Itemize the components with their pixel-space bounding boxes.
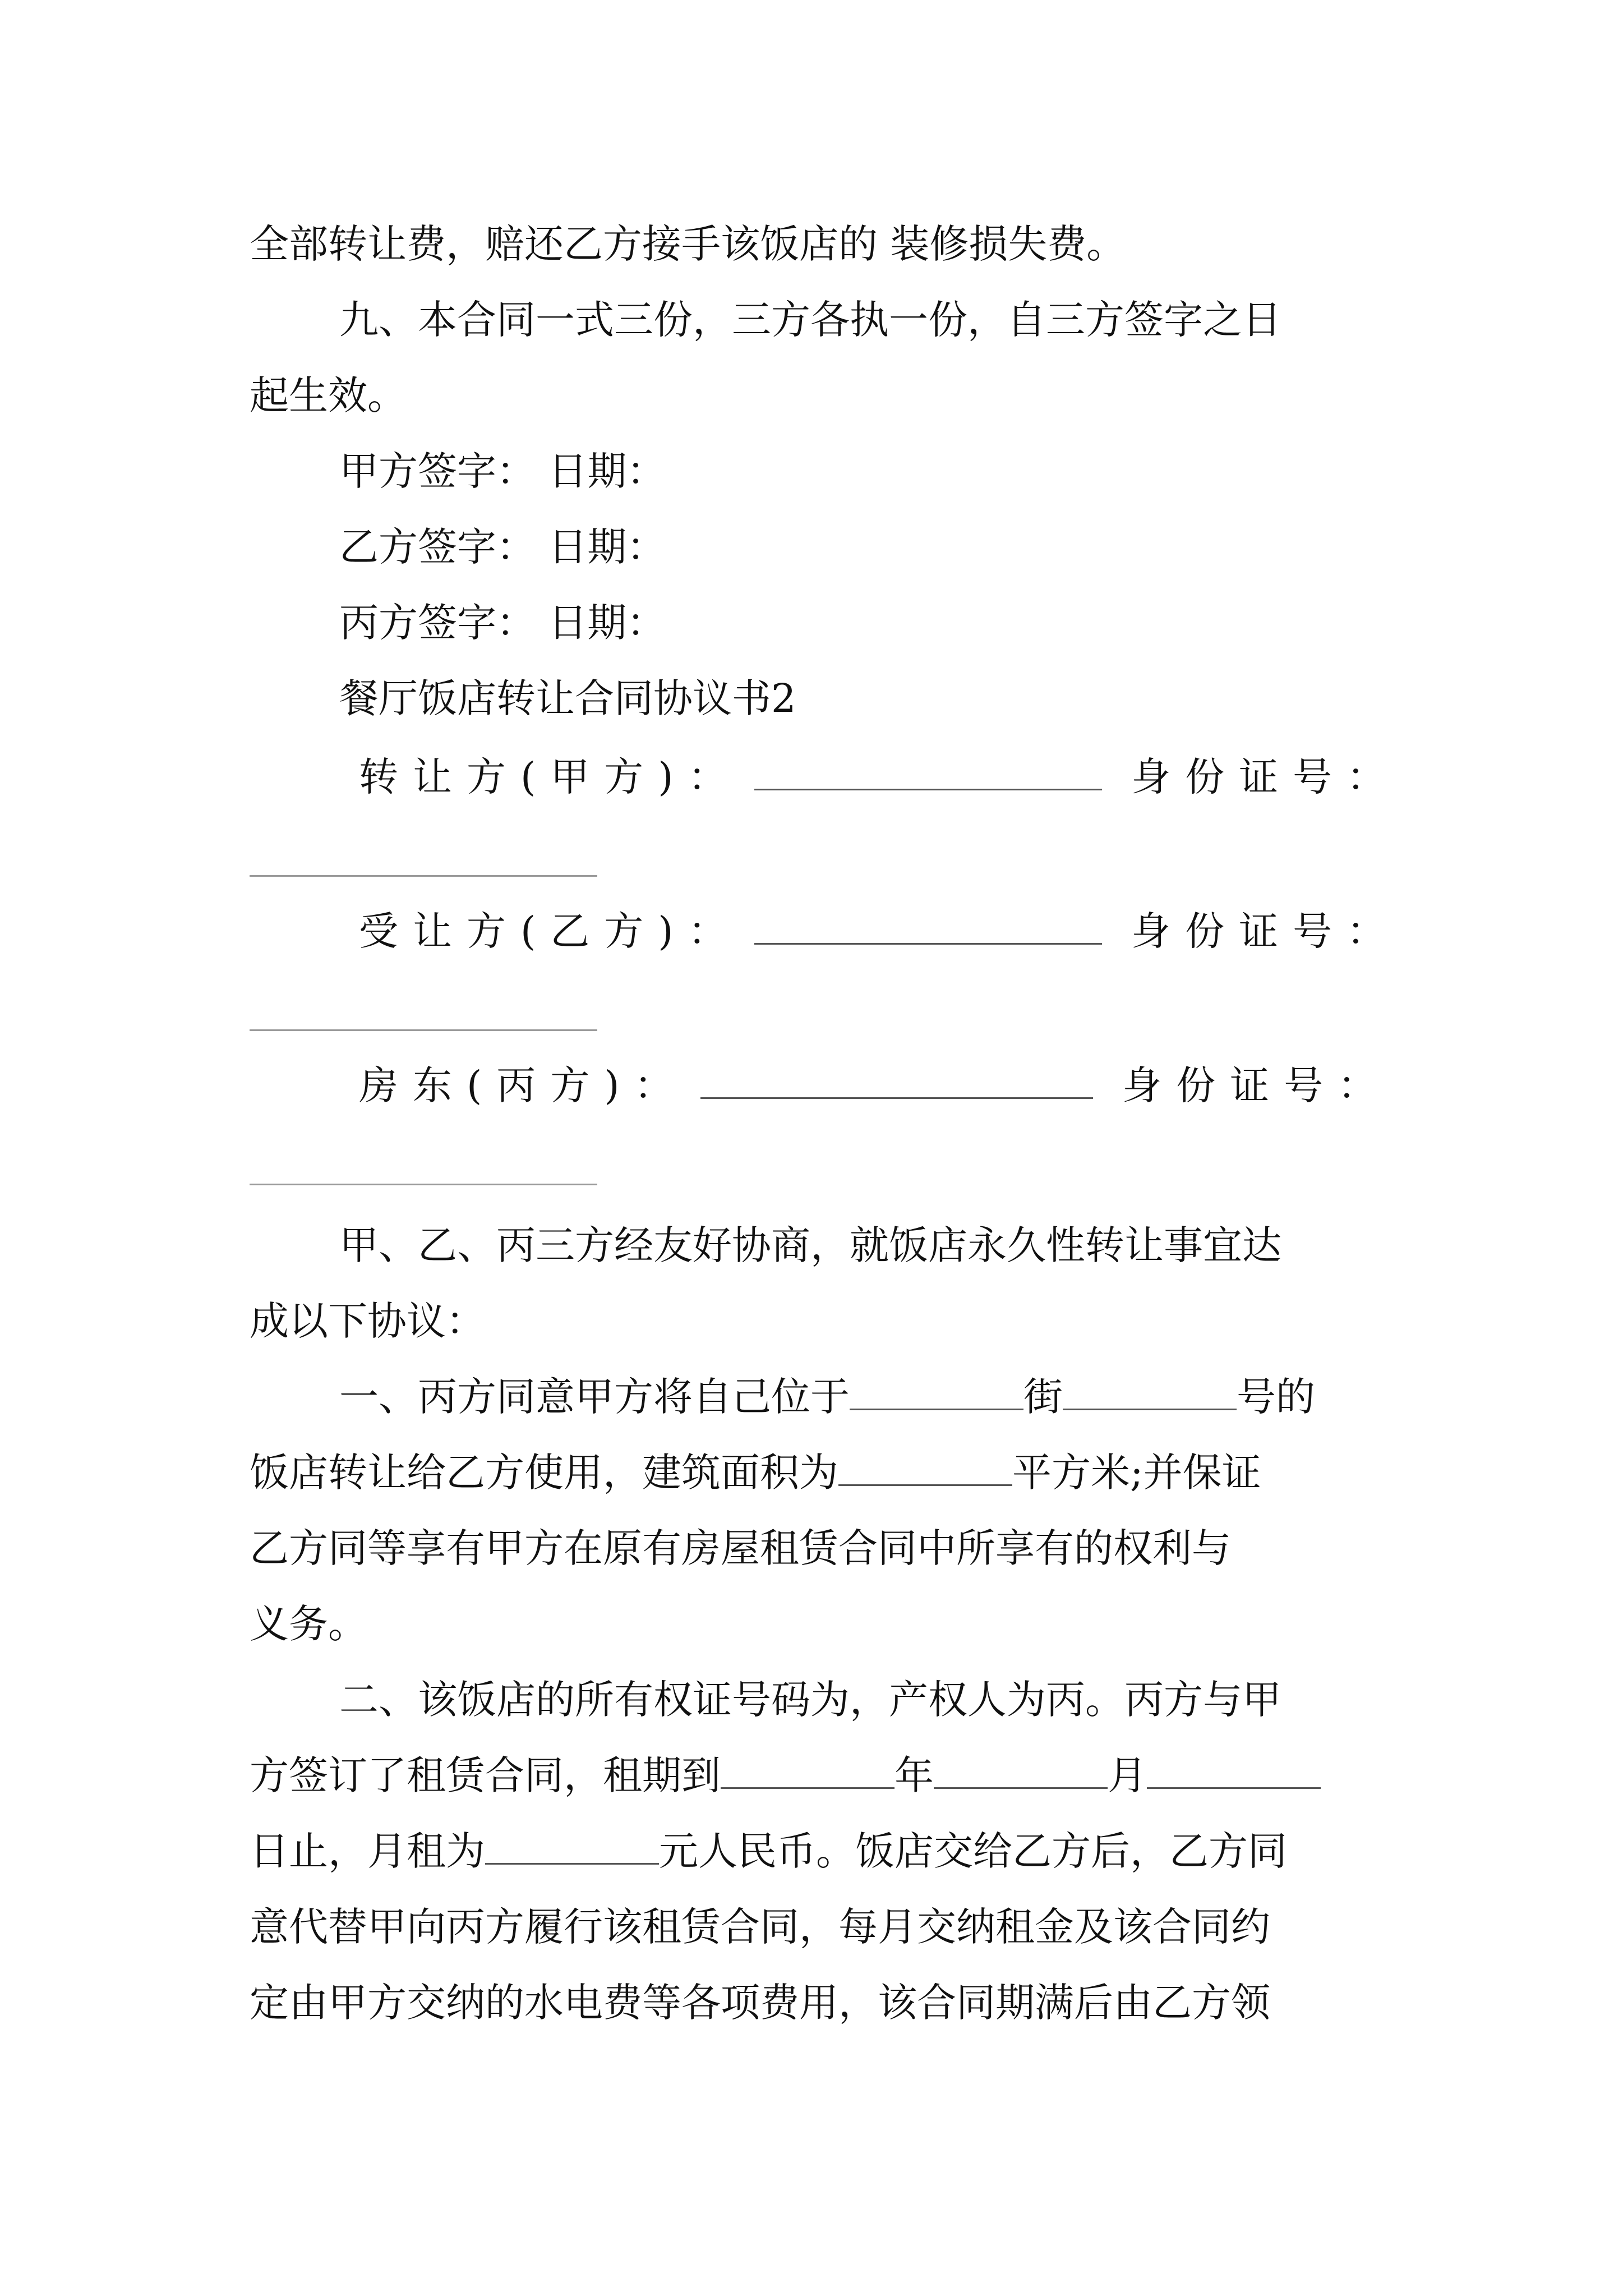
party-b-line xyxy=(359,909,1400,954)
text-fragment: 方签订了租赁合同，租期到 xyxy=(250,1752,721,1798)
rent-blank xyxy=(485,1829,659,1865)
text-fragment: 饭店转让给乙方使用，建筑面积为 xyxy=(250,1450,838,1496)
text-line: 甲、乙、丙三方经友好协商，就饭店永久性转让事宜达 xyxy=(339,1222,1281,1268)
party-c-label: 房东(丙方)： xyxy=(359,1062,688,1108)
text-fragment: 年 xyxy=(895,1752,934,1798)
party-c-id-blank xyxy=(250,1184,597,1185)
clause-1-line xyxy=(339,1374,1315,1419)
section-title: 餐厅饭店转让合同协议书2 xyxy=(339,675,796,721)
text-line: 定由甲方交纳的水电费等各项费用，该合同期满后由乙方领 xyxy=(250,1980,1270,2026)
text-fragment: 一、丙方同意甲方将自己位于 xyxy=(339,1374,850,1420)
party-c-line xyxy=(359,1063,1391,1108)
area-blank xyxy=(838,1451,1012,1486)
party-a-label: 转让方(甲方)： xyxy=(359,754,742,800)
street-blank xyxy=(850,1375,1023,1410)
party-b-name-blank xyxy=(754,909,1102,945)
text-line: 九、本合同一式三份，三方各执一份，自三方签字之日 xyxy=(339,297,1281,343)
party-a-line xyxy=(359,754,1400,799)
text-line: 起生效。 xyxy=(250,372,407,418)
text-line: 成以下协议： xyxy=(250,1298,485,1344)
month-blank xyxy=(934,1754,1108,1789)
party-a-name-blank xyxy=(754,755,1102,790)
text-fragment: 号的 xyxy=(1237,1374,1315,1420)
number-blank xyxy=(1063,1375,1237,1410)
text-line: 义务。 xyxy=(250,1601,367,1647)
year-blank xyxy=(721,1754,895,1789)
text-line: 意代替甲向丙方履行该租赁合同，每月交纳租金及该合同约 xyxy=(250,1904,1270,1950)
id-label: 身份证号： xyxy=(1131,754,1401,800)
text-fragment: 街 xyxy=(1023,1374,1063,1420)
id-label: 身份证号： xyxy=(1131,908,1401,954)
party-c-name-blank xyxy=(700,1064,1093,1099)
clause-1-line xyxy=(250,1450,1261,1495)
text-line: 全部转让费，赔还乙方接手该饭店的 装修损失费。 xyxy=(250,221,1126,267)
clause-2-line xyxy=(250,1829,1287,1874)
party-b-label: 受让方(乙方)： xyxy=(359,908,742,954)
signature-line-party-b: 乙方签字： 日期： xyxy=(339,524,666,570)
text-line: 乙方同等享有甲方在原有房屋租赁合同中所享有的权利与 xyxy=(250,1525,1231,1571)
party-b-id-blank xyxy=(250,1029,597,1031)
signature-line-party-c: 丙方签字： 日期： xyxy=(339,600,666,646)
text-line: 二、该饭店的所有权证号码为，产权人为丙。丙方与甲 xyxy=(339,1677,1281,1723)
text-fragment: 日止，月租为 xyxy=(250,1828,485,1874)
clause-2-line xyxy=(250,1753,1321,1798)
text-fragment: 月 xyxy=(1108,1752,1147,1798)
id-label: 身份证号： xyxy=(1122,1062,1392,1108)
day-blank xyxy=(1147,1754,1321,1789)
text-fragment: 平方米;并保证 xyxy=(1012,1450,1261,1496)
party-a-id-blank xyxy=(250,875,597,877)
signature-line-party-a: 甲方签字： 日期： xyxy=(339,448,666,494)
text-fragment: 元人民币。饭店交给乙方后，乙方同 xyxy=(659,1828,1287,1874)
